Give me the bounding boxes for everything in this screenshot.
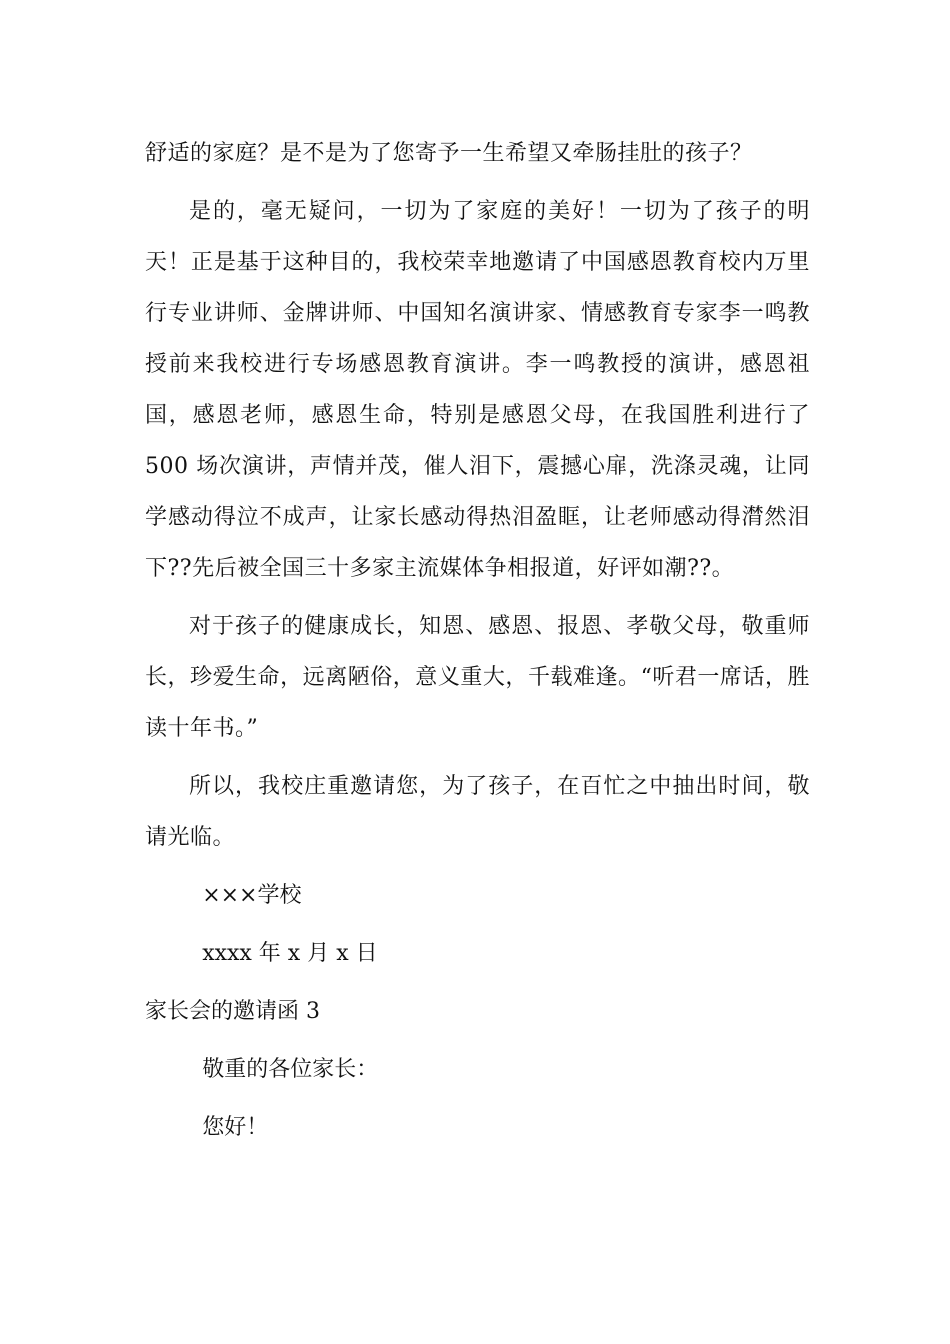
signature-date: xxxx 年 x 月 x 日 bbox=[202, 941, 378, 966]
section-heading: 家长会的邀请函 3 bbox=[145, 999, 320, 1024]
paragraph-invitation-purpose: 是的，毫无疑问，一切为了家庭的美好！一切为了孩子的明天！正是基于这种目的，我校荣幸地邀请了中国感恩教育校内万里行专业讲师、金牌讲师、中国知名演讲家、情感教育专家李一鸣教授前来我校进行专场感恩教育演讲。李一鸣教授的演讲，感恩祖国，感恩老师，感恩生命，特别是感恩父母，在我国胜利进行了 500 场次演讲，声情并茂，催人泪下，震撼心扉，洗涤灵魂，让同学感动得泣不成声，让家长感动得热泪盈眶，让老师感动得潸然泪下??先后被全国三十多家主流媒体争相报道，好评如潮??。 bbox=[145, 199, 810, 581]
paragraph-request: 所以，我校庄重邀请您，为了孩子，在百忙之中抽出时间，敬请光临。 bbox=[145, 774, 810, 850]
signature-school: ×××学校 bbox=[202, 883, 302, 908]
greeting: 您好！ bbox=[202, 1115, 269, 1140]
paragraph-continuation: 舒适的家庭？是不是为了您寄予一生希望又牵肠挂肚的孩子？ bbox=[145, 141, 753, 166]
paragraph-significance: 对于孩子的健康成长，知恩、感恩、报恩、孝敬父母，敬重师长，珍爱生命，远离陋俗，意义重大，千载难逢。“听君一席话，胜读十年书。” bbox=[145, 614, 810, 741]
document-body bbox=[145, 128, 810, 1160]
salutation: 敬重的各位家长： bbox=[202, 1057, 379, 1082]
